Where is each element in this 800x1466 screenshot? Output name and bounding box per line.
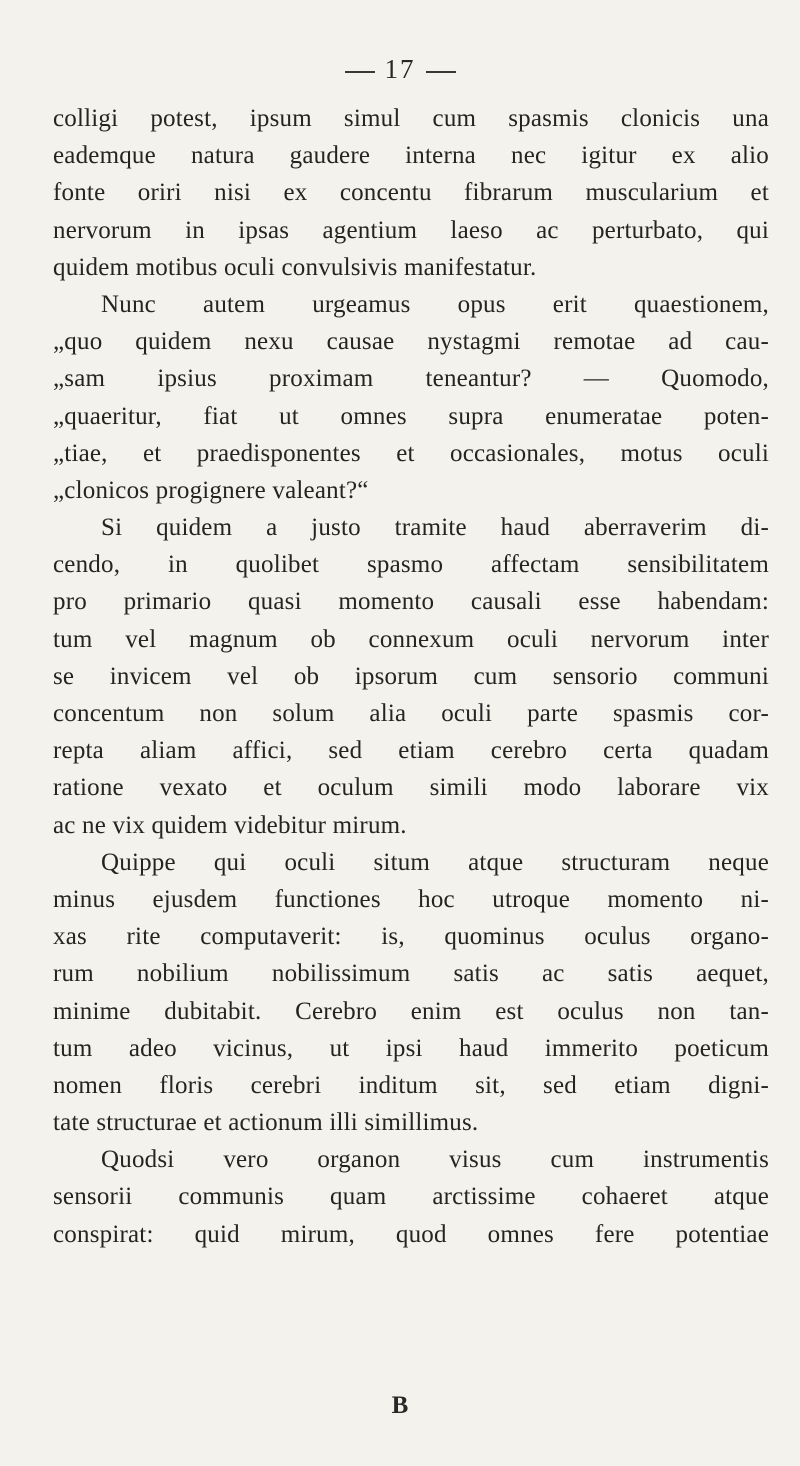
header-dash-right: [426, 71, 456, 73]
text-line: quidem motibus oculi convulsivis manifestatur.: [53, 253, 537, 281]
page-number: 17: [384, 54, 416, 84]
text-line: conspirat: quid mirum, quod omnes fere potentiae: [53, 1220, 769, 1248]
text-line: Nunc autem urgeamus opus erit quaestionem,: [101, 290, 769, 318]
text-line: minus ejusdem functiones hoc utroque momento ni-: [53, 885, 769, 913]
text-line: Quodsi vero organon visus cum instrumentis: [101, 1146, 769, 1174]
paragraph: [53, 844, 769, 1142]
text-line: „sam ipsius proximam teneantur? — Quomodo,: [53, 365, 769, 393]
text-line: eademque natura gaudere interna nec igitur ex alio: [53, 142, 769, 170]
text-line: minime dubitabit. Cerebro enim est oculus non tan-: [53, 997, 769, 1025]
text-line: concentum non solum alia oculi parte spasmis cor-: [53, 700, 769, 727]
text-line: „clonicos progignere valeant?“: [53, 476, 369, 504]
text-line: Quippe qui oculi situm atque structuram neque: [101, 848, 769, 876]
text-line: ac ne vix quidem videbitur mirum.: [53, 811, 407, 839]
text-line: ratione vexato et oculum simili modo laborare vix: [53, 774, 769, 802]
text-line: colligi potest, ipsum simul cum spasmis clonicis una: [53, 105, 769, 132]
text-line: sensorii communis quam arctissime cohaeret atque: [53, 1183, 769, 1211]
text-line: fonte oriri nisi ex concentu fibrarum muscularium et: [53, 179, 769, 207]
paragraph: [53, 509, 769, 844]
text-line: nervorum in ipsas agentium laeso ac perturbato, qui: [53, 216, 769, 244]
page-header: [0, 54, 800, 85]
paragraph: [53, 1141, 769, 1253]
paragraph: [53, 100, 769, 286]
text-line: „tiae, et praedisponentes et occasionales, motus oculi: [53, 439, 769, 467]
text-line: pro primario quasi momento causali esse habendam:: [53, 588, 769, 616]
body-text: [53, 100, 769, 1253]
text-line: nomen floris cerebri inditum sit, sed etiam digni-: [53, 1071, 769, 1099]
text-line: xas rite computaverit: is, quominus oculus organo-: [53, 923, 769, 951]
text-line: repta aliam affici, sed etiam cerebro certa quadam: [53, 737, 769, 765]
text-line: Si quidem a justo tramite haud aberraverim di-: [101, 514, 769, 542]
signature-mark: B: [391, 1392, 409, 1419]
text-line: tum adeo vicinus, ut ipsi haud immerito poeticum: [53, 1034, 769, 1062]
header-dash-left: [345, 71, 375, 73]
text-line: tate structurae et actionum illi simillimus.: [53, 1109, 479, 1137]
text-line: se invicem vel ob ipsorum cum sensorio communi: [53, 662, 769, 690]
text-line: cendo, in quolibet spasmo affectam sensibilitatem: [53, 551, 769, 579]
text-line: rum nobilium nobilissimum satis ac satis aequet,: [53, 960, 769, 988]
text-line: „quo quidem nexu causae nystagmi remotae ad cau-: [53, 328, 769, 356]
text-line: tum vel magnum ob connexum oculi nervorum inter: [53, 625, 769, 653]
text-line: „quaeritur, fiat ut omnes supra enumeratae poten-: [53, 402, 769, 430]
paragraph: [53, 286, 769, 509]
